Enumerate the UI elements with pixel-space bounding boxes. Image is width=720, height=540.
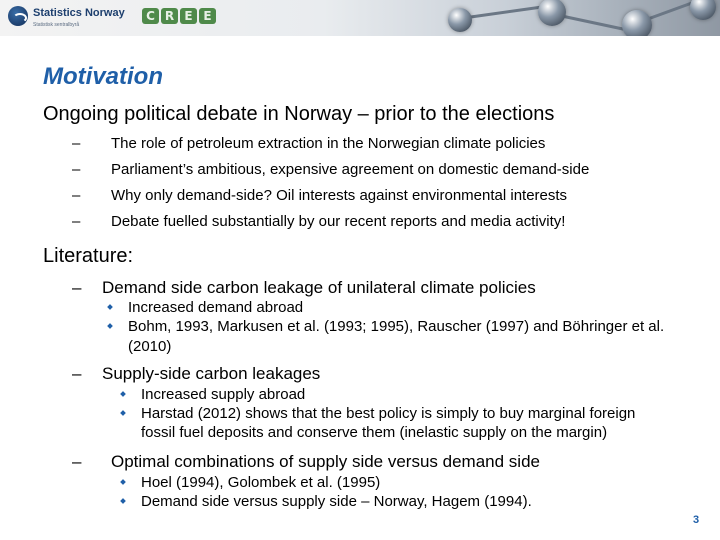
cree-letter: E xyxy=(199,8,216,24)
list-item: Hoel (1994), Golombek et al. (1995) xyxy=(141,474,381,491)
ssb-logo-icon xyxy=(8,6,28,26)
list-item: Bohm, 1993, Markusen et al. (1993; 1995), Rauscher (1997) and Böhringer et al. xyxy=(128,318,665,335)
dash-marker: – xyxy=(72,364,82,383)
bullet-icon xyxy=(120,479,126,485)
dash-marker: – xyxy=(72,213,81,230)
dash-marker: – xyxy=(72,135,81,152)
page-number: 3 xyxy=(693,514,700,526)
bullet-icon xyxy=(120,391,126,397)
logo-name: Statistics Norway xyxy=(33,7,125,19)
subheading-demand-side-leakage: Demand side carbon leakage of unilateral climate policies xyxy=(102,278,536,297)
logo-tagline: Statistisk sentralbyrå xyxy=(33,22,80,28)
list-item: Parliament’s ambitious, expensive agreement on domestic demand-side xyxy=(111,161,590,178)
subheading-optimal-combinations: Optimal combinations of supply side versus demand side xyxy=(111,452,540,471)
molecule-decoration-icon xyxy=(390,0,720,36)
cree-letter: R xyxy=(161,8,178,24)
list-item: Why only demand-side? Oil interests against environmental interests xyxy=(111,187,568,204)
bullet-icon xyxy=(107,304,113,310)
list-item: Demand side versus supply side – Norway, Hagem (1994). xyxy=(141,493,532,510)
list-item: Harstad (2012) shows that the best policy is simply to buy marginal foreign xyxy=(141,405,636,422)
bullet-icon xyxy=(120,498,126,504)
subheading-supply-side-leakage: Supply-side carbon leakages xyxy=(102,364,321,383)
dash-marker: – xyxy=(72,187,81,204)
cree-letter: E xyxy=(180,8,197,24)
list-item: Increased supply abroad xyxy=(141,386,306,403)
dash-marker: – xyxy=(72,452,82,471)
list-item: The role of petroleum extraction in the Norwegian climate policies xyxy=(111,135,546,152)
list-item-continuation: (2010) xyxy=(128,338,172,355)
dash-marker: – xyxy=(72,161,81,178)
list-item: Debate fuelled substantially by our recent reports and media activity! xyxy=(111,213,566,230)
statistics-norway-logo xyxy=(8,4,128,32)
cree-letter: C xyxy=(142,8,159,24)
bullet-icon xyxy=(107,323,113,329)
section-heading-political-debate: Ongoing political debate in Norway – prior to the elections xyxy=(43,103,555,125)
bullet-icon xyxy=(120,410,126,416)
slide-title: Motivation xyxy=(43,63,163,90)
list-item-continuation: fossil fuel deposits and conserve them (inelastic supply on the margin) xyxy=(141,424,608,441)
section-heading-literature: Literature: xyxy=(43,245,134,267)
slide-header-banner xyxy=(0,0,720,36)
list-item: Increased demand abroad xyxy=(128,299,304,316)
dash-marker: – xyxy=(72,278,82,297)
cree-logo xyxy=(142,8,216,24)
